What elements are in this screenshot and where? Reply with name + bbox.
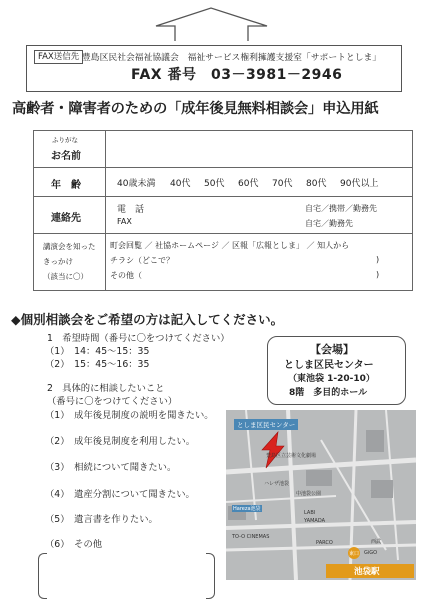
topic-option[interactable]: （3） 相続について聞きたい。 [45,462,177,473]
fax-tag: FAX送信先 [34,50,83,64]
age-option[interactable]: 40代 [170,179,191,189]
map-label: 豊島区立芸術文化劇場 [266,453,317,459]
name-label-cell [34,131,106,168]
source-other-option[interactable]: その他（ [110,271,142,280]
map-label: PARCO [316,540,333,546]
upload-arrow-icon [155,6,268,42]
source-options-cell [106,234,413,291]
age-option[interactable]: 50代 [204,179,225,189]
page-title: 高齢者・障害者のための「成年後見無料相談会」申込用紙 [12,101,379,117]
topic-question-note: （番号に〇をつけてください） [47,396,178,407]
topic-option[interactable]: （2） 成年後見制度を利用したい。 [45,436,196,447]
map-banner-label: としま区民センター [237,421,296,429]
time-option[interactable]: （2） 15：45～16：35 [45,359,150,370]
other-bracket-right [206,553,215,599]
map-label: YAMADA [304,518,326,524]
source-label-cell [34,234,106,291]
venue-map [226,410,416,580]
other-bracket-left [38,553,47,599]
application-form-table [33,130,413,291]
map-east-exit: 東口 [349,551,360,557]
source-option-line[interactable]: 町会回覧 ／ 社協ホームページ ／ 区報「広報としま」 ／ 知人から [110,241,350,250]
age-options-cell [106,168,413,197]
paren-close: ) [376,270,380,279]
fax-label: FAX [117,217,132,226]
age-option[interactable]: 70代 [272,179,293,189]
contact-label-cell [34,197,106,234]
age-label-cell [34,168,106,197]
age-option[interactable]: 90代以上 [340,179,379,189]
phone-type-options[interactable]: 自宅／携帯／勤務先 [305,204,377,213]
source-flyer-option[interactable]: チラシ（どこで？ [110,256,174,265]
source-label-line: きっかけ [43,257,73,266]
map-label: Hareza池袋 [233,506,261,512]
phone-label: 電 話 [117,205,145,215]
consult-heading: ◆個別相談会をご希望の方は記入してください。 [11,312,284,327]
map-label: 西武 [371,539,382,545]
name-input-cell[interactable] [106,131,413,168]
fax-type-options[interactable]: 自宅／勤務先 [305,219,353,228]
map-station-label: 池袋駅 [354,567,380,577]
age-label: 年 齢 [51,180,81,191]
map-label: 中池袋公園 [296,491,322,497]
contact-input-cell[interactable] [106,197,413,234]
contact-label: 連絡先 [51,213,81,224]
map-label: GiGO [364,550,378,556]
venue-address: （東池袋 1-20-10） [288,374,375,384]
time-question: 1 希望時間（番号に〇をつけてください） [47,333,230,344]
furigana-label: ふりがな [52,136,78,144]
venue-name: としま区民センター [284,360,374,371]
venue-room: 8階 多目的ホール [289,388,368,398]
time-option[interactable]: （1） 14：45～15：35 [45,346,150,357]
topic-option[interactable]: （6） その他 [45,539,103,550]
age-option[interactable]: 80代 [306,179,327,189]
topic-option[interactable]: （4） 遺産分割について聞きたい。 [45,489,195,500]
source-label-line: （該当に〇） [43,272,88,281]
topic-question: 2 具体的に相談したいこと [47,383,165,394]
map-label: LABI [304,510,316,516]
map-label: ハレザ池袋 [264,481,290,487]
topic-option[interactable]: （1） 成年後見制度の説明を聞きたい。 [45,410,214,421]
paren-close: ) [376,255,380,264]
fax-organization: 豊島区民社会福祉協議会 福祉サービス権利擁護支援室「サポートとしま」 [82,53,382,63]
fax-number: FAX 番号 03－3981－2946 [131,67,343,83]
age-option[interactable]: 40歳未満 [117,179,156,189]
name-label: お名前 [51,151,81,162]
topic-option[interactable]: （5） 遺言書を作りたい。 [45,514,158,525]
source-label-line: 講演会を知った [43,242,96,251]
age-option[interactable]: 60代 [238,179,259,189]
map-label: TO-O CINEMAS [232,534,270,540]
venue-heading: 【会場】 [310,343,354,356]
